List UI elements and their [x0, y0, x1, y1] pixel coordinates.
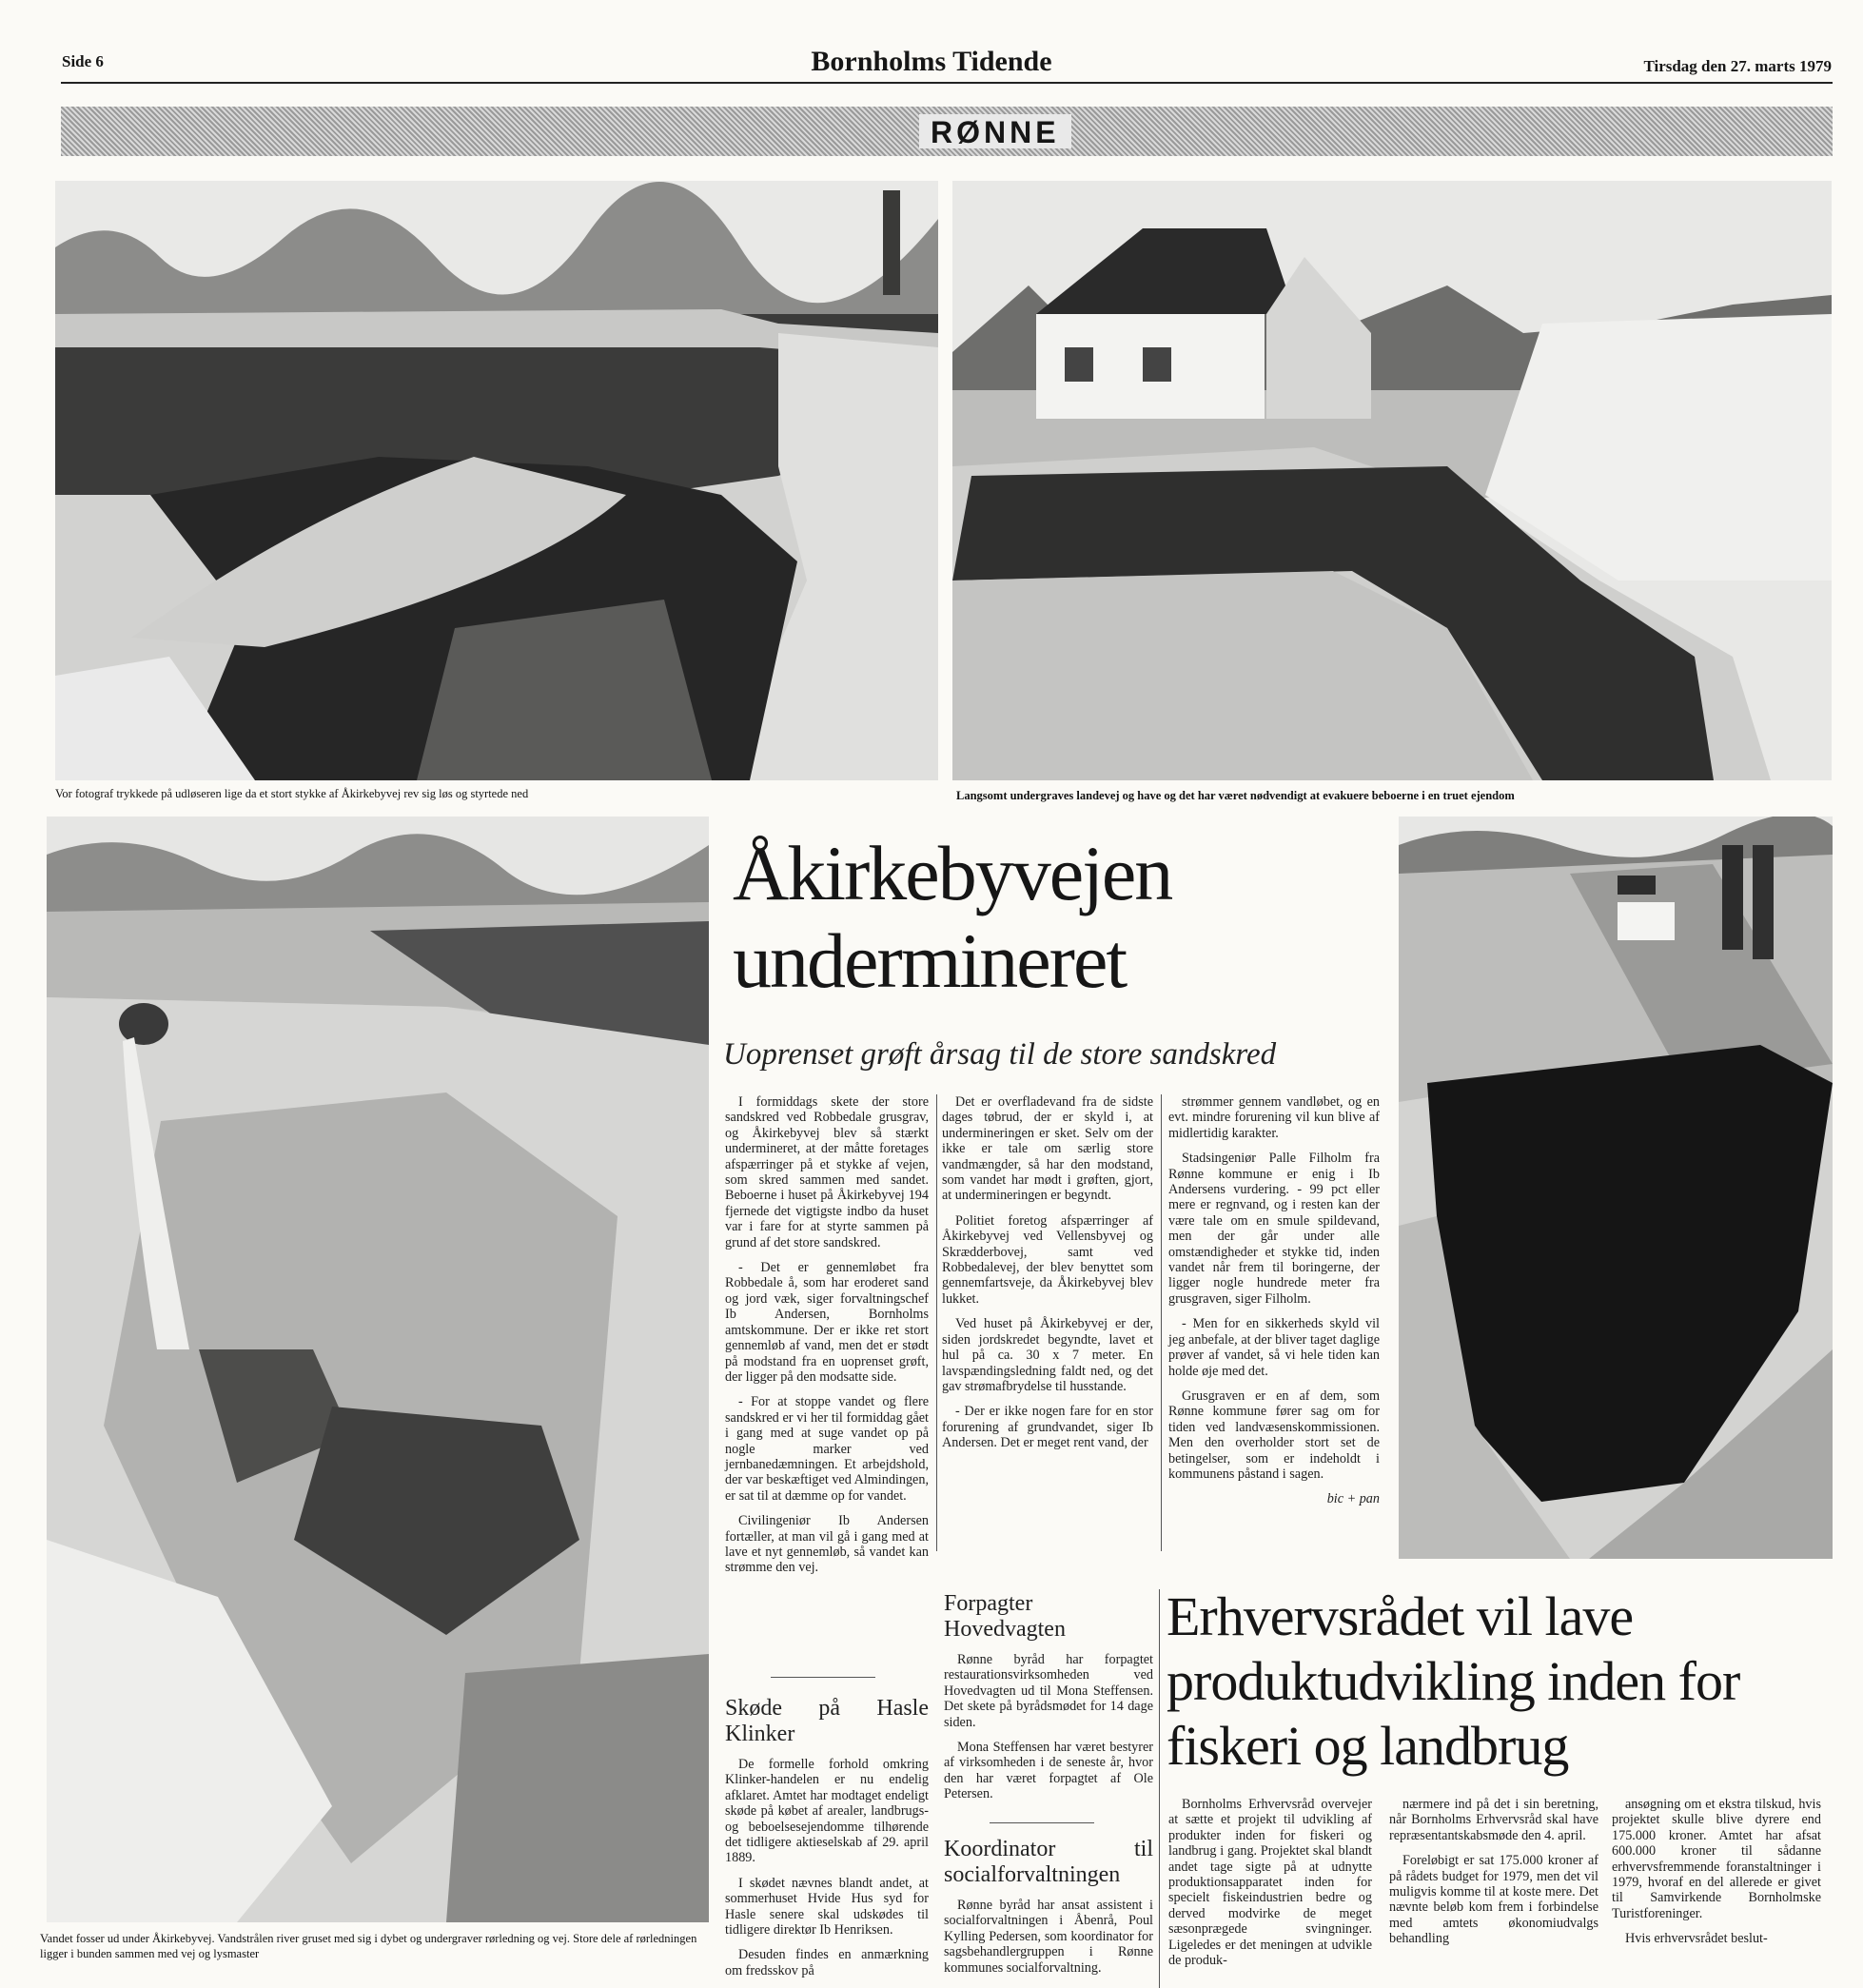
- section-title: RØNNE: [919, 114, 1071, 148]
- erhverv-col2-p2: Foreløbigt er sat 175.000 kroner af på rådets budget for 1979, men det vil muligvis komme til at koste mere. Det nævnte beløb kom frem i forbindelse med amtets økonomiudvalgs behandling: [1389, 1853, 1598, 1947]
- photo-water-outlet: [47, 817, 709, 1922]
- brief-forpagter: [944, 1589, 1153, 1812]
- main-col1-p2: - Det er gennemløbet fra Robbedale å, som har eroderet sand og jord væk, siger forvaltningschef Ib Andersen, Bornholms amtskommune. Der er ikke ret stort gennemløb af vand, men det er stødt på modstand fra en uoprenset grøft, der ligger på den modsatte side.: [725, 1260, 929, 1385]
- photo3-caption: Vandet fosser ud under Åkirkebyvej. Vandstrålen river gruset med sig i dybet og undergraver rørledning og vej. Store dele af rørledningen ligger i bunden sammen med vej og lysmaster: [40, 1932, 697, 1960]
- main-col1-p3: - For at stoppe vandet og flere sandskred er vi her til formiddag gået i gang med at suge vandet op på nogle marker ved jernbanedæmningen. Et arbejdshold, der var beskæftiget ved Almindingen, er sat til at dæmme op for vandet.: [725, 1394, 929, 1504]
- page-number: Side 6: [62, 52, 104, 70]
- erhverv-col3-p1: ansøgning om et ekstra tilskud, hvis projektet skulle blive dyrere end 175.000 kroner. Amtet har afsat 600.000 kroner til sådanne erhvervsfremmende foranstaltninger i 1979, hvoraf en del allerede er givet til Samvirkende Bornholmske Turistforeninger.: [1612, 1797, 1821, 1921]
- main-col2: [942, 1094, 1153, 1461]
- brief-koordinator: [944, 1835, 1153, 1985]
- main-col1: [725, 1094, 929, 1585]
- brief-separator: [771, 1677, 875, 1678]
- column-divider: [1159, 1589, 1160, 1988]
- brief-skoede: [725, 1694, 929, 1988]
- erhverv-col2-p1: nærmere ind på det i sin beretning, når Bornholms Erhvervsråd skal have repræsentantskabsmøde den 4. april.: [1389, 1797, 1598, 1843]
- erhverv-col1: [1168, 1797, 1372, 1978]
- erhverv-col3-p2: Hvis erhvervsrådet beslut-: [1625, 1931, 1768, 1947]
- photo-road-hole: [1399, 817, 1833, 1559]
- brief-koordinator-title: Koordinator til socialforvaltningen: [944, 1837, 1153, 1887]
- main-col2-p4: - Der er ikke nogen fare for en stor forurening af grundvandet, siger Ib Andersen. Det er meget rent vand, der: [942, 1404, 1153, 1451]
- erhverv-col2: [1389, 1797, 1598, 1957]
- main-headline-line2: undermineret: [733, 917, 1127, 1004]
- brief-skoede-p1: De formelle forhold omkring Klinker-handelen er nu endelig afklaret. Amtet har modtaget endeligt skøde på købet af arealer, landbrugs- og beboelsesejendomme tilhørende det tidligere aktieselskab af 29. april 1889.: [725, 1757, 929, 1866]
- main-col3: [1168, 1094, 1380, 1517]
- main-col3-p2: Stadsingeniør Palle Filholm fra Rønne kommune er enig i Ib Andersens vurdering. - 99 pct eller mere er regnvand, og i resten kan der være tale om en smule spildevand, men der går under alle omstændigheder et stykke tid, inden vandet når frem til boringerne, der ligger nogle hundrede meter fra grusgraven, siger Filholm.: [1168, 1151, 1380, 1307]
- brief-skoede-p3: Desuden findes en anmærkning om fredsskov på: [725, 1947, 929, 1978]
- brief-skoede-title: Skøde på Hasle Klinker: [725, 1696, 929, 1746]
- main-headline: [733, 830, 1399, 1005]
- main-col1-p1: I formiddags skete der store sandskred ved Robbedale grusgrav, og Åkirkebyvej blev så stærkt undermineret, at der måtte foretages afspærringer på et stykke af vejen, som skred sammen med sandet. Beboerne i huset på Åkirkebyvej 194 fjernede det vigtigste indbo da huset var i fare for at styrte sammen på grund af det store sandskred.: [725, 1094, 929, 1250]
- brief-koordinator-p1: Rønne byråd har ansat assistent i socialforvaltningen i Åbenrå, Poul Kylling Pedersen, som koordinator for sagsbehandlergruppen i Rønne kommunes socialforvaltning.: [944, 1898, 1153, 1976]
- erhverv-col1-p1: Bornholms Erhvervsråd overvejer at sætte et projekt til udvikling af produkter inden for fiskeri og landbrug i gang. Projektet skal blandt andet tage sigte på at udnytte produktionsapparatet inden for specielt fiskeindustrien bedre og derved modvirke de meget sæsonprægede svingninger. Ligeledes er det meningen at udvikle de produk-: [1168, 1797, 1372, 1969]
- photo-house-edge: [952, 181, 1832, 780]
- brief-separator: [990, 1822, 1094, 1823]
- photo1-caption: Vor fotograf trykkede på udløseren lige da et stort stykke af Åkirkebyvej rev sig løs og styrtede ned: [55, 787, 529, 800]
- brief-forpagter-p1: Rønne byråd har forpagtet restaurationsvirksomheden ved Hovedvagten ud til Mona Steffensen. Det skete på byrådsmødet for 14 dage siden.: [944, 1652, 1153, 1730]
- main-col3-p1: strømmer gennem vandløbet, og en evt. mindre forurening vil kun blive af midlertidig karakter.: [1168, 1094, 1380, 1141]
- column-divider: [1161, 1094, 1162, 1551]
- section-band: [61, 107, 1833, 156]
- erhverv-headline: Erhvervsrådet vil lave produktudvikling inden for fiskeri og landbrug: [1167, 1585, 1740, 1777]
- issue-date: Tirsdag den 27. marts 1979: [1643, 57, 1832, 75]
- main-col3-p3: - Men for en sikkerheds skyld vil jeg anbefale, at der bliver taget daglige prøver af vandet, så vi hele tiden kan holde øje med det.: [1168, 1316, 1380, 1379]
- main-headline-line1: Åkirkebyvejen: [733, 830, 1172, 916]
- main-col3-p4: Grusgraven er en af dem, som Rønne kommune fører sag om for tiden ved landvæsenskommissionen. Men den overholder stort set de betingelser, som er indeholdt i kommunens påstand i sagen.: [1168, 1388, 1380, 1482]
- main-col2-p1: Det er overfladevand fra de sidste dages tøbrud, der er skyld i, at undermineringen er sket. Selv om der ikke er tale om særlig store vandmængder, så har den modstand, som vandet har mødt i grøften, gjort, at undermineringen er begyndt.: [942, 1094, 1153, 1204]
- brief-forpagter-p2: Mona Steffensen har været bestyrer af virksomheden i de seneste år, hvor den har været forpagtet af Ole Petersen.: [944, 1740, 1153, 1802]
- main-col2-p3: Ved huset på Åkirkebyvej er der, siden jordskredet begyndte, lavet et hul på ca. 30 x 7 meter. En lavspændingsledning faldt ned, og det gav strømafbrydelse til husstande.: [942, 1316, 1153, 1394]
- erhverv-col3: [1612, 1797, 1821, 1957]
- main-col1-p4: Civilingeniør Ib Andersen fortæller, at man vil gå i gang med at lave et nyt gennemløb, så vandet kan strømme den vej.: [725, 1513, 929, 1576]
- main-signature: bic + pan: [1326, 1491, 1380, 1507]
- header-rule: [61, 82, 1833, 84]
- brief-forpagter-title: Forpagter Hovedvagten: [944, 1591, 1066, 1642]
- masthead: Bornholms Tidende: [811, 46, 1052, 77]
- column-divider: [936, 1094, 937, 1551]
- main-subheadline: Uoprenset grøft årsag til de store sandskred: [723, 1037, 1277, 1072]
- brief-skoede-p2: I skødet nævnes blandt andet, at sommerhuset Hvide Hus syd for Hasle senere skal udskødes til tidligere direktør Ib Henriksen.: [725, 1875, 929, 1939]
- photo2-caption: Langsomt undergraves landevej og have og det har været nødvendigt at evakuere beboerne i en truet ejendom: [956, 789, 1515, 802]
- photo-road-collapse: [55, 181, 938, 780]
- main-col2-p2: Politiet foretog afspærringer af Åkirkebyvej ved Vellensbyvej og Skrædderbovej, samt ved Robbedalevej, der blev benyttet som gennemfartsveje, da Åkirkebyvej blev lukket.: [942, 1212, 1153, 1307]
